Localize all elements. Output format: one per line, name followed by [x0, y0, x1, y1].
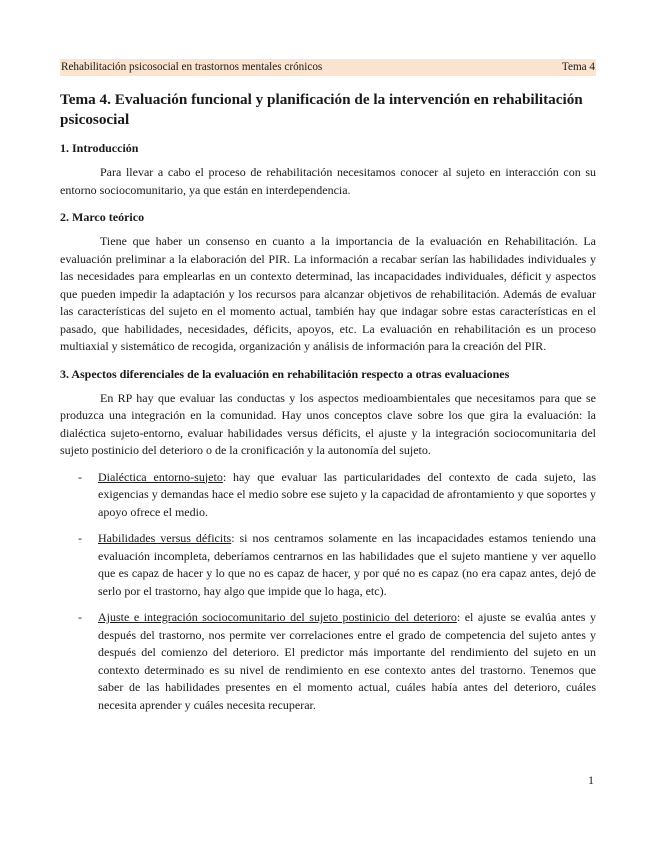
- list-item: [60, 530, 596, 600]
- bullet-term: Dialéctica entorno-sujeto: [98, 469, 223, 484]
- bullet-text: : hay que evaluar las particularidades del contexto de cada sujeto, las exigencias y demandas hace el medio sobre ese sujeto y la capacidad de afrontamiento y que soportes y apoyo ofrece el medio.: [98, 469, 596, 519]
- concept-list: [60, 469, 596, 715]
- bullet-text: : el ajuste se evalúa antes y después del trastorno, nos permite ver correlaciones entre el grado de competencia del sujeto antes y después del comienzo del deterioro. El predictor más importante del rendimiento del sujeto en un contexto determinado es su nivel de rendimiento en ese contexto antes del trastorno. Tenemos que saber de las habilidades presentes en el momento actual, cuáles había antes del deterioro, cuáles necesita aprender y cuáles necesita recuperar.: [98, 610, 597, 712]
- bullet-term: Habilidades versus déficits: [98, 531, 232, 545]
- bullet-dash: -: [78, 469, 82, 484]
- bullet-dash: -: [78, 610, 82, 624]
- section-paragraph-aspectos-diferenciales: En RP hay que evaluar las conductas y los aspectos medioambientales que necesitamos para que se produzca una integración en la comunidad. Hay unos conceptos clave sobre los que gira la evaluación: la dialéctica sujeto-entorno, evaluar habilidades versus déficits, el ajuste y la integración sociocomunitaria del sujeto postinicio del deterioro o de la cronificación y la autonomía del sujeto.: [60, 390, 596, 457]
- list-item: [60, 609, 596, 714]
- section-paragraph-introduction: Para llevar a cabo el proceso de rehabilitación necesitamos conocer al sujeto en interacción con su entorno sociocomunitario, ya que están en interdependencia.: [60, 165, 596, 197]
- list-item: [60, 469, 596, 522]
- header-course-title: Rehabilitación psicosocial en trastornos mentales crónicos: [61, 61, 323, 73]
- running-header: [60, 59, 596, 76]
- document-body: [60, 90, 596, 723]
- section-paragraph-marco-teorico: Tiene que haber un consenso en cuanto a la importancia de la evaluación en Rehabilitación. La evaluación preliminar a la elaboración del PIR. La información a recabar serían las habilidades individuales y las necesidades para emplearlas en un contexto determinad, las incapacidades individuales, déficit y aspectos que pueden impedir la adaptación y los recursos para alcanzar objetivos de rehabilitación. Además de evaluar las características del sujeto en el momento actual, también hay que indagar sobre estas características en el pasado, que habilidades, necesidades, déficits, apoyos, etc. La evaluación en rehabilitación es un proceso multiaxial y sistemático de recogida, organización y análisis de información para la creación del PIR.: [60, 234, 596, 353]
- page-number: 1: [588, 773, 594, 787]
- section-heading-marco-teorico: 2. Marco teórico: [60, 210, 145, 224]
- section-heading-introduction: 1. Introducción: [60, 141, 139, 155]
- section-heading-aspectos-diferenciales: 3. Aspectos diferenciales de la evaluación en rehabilitación respecto a otras evaluaciones: [60, 366, 510, 381]
- document-title: Tema 4. Evaluación funcional y planificación de la intervención en rehabilitación psicosocial: [60, 91, 583, 128]
- bullet-term: Ajuste e integración sociocomunitario del sujeto postinicio del deterioro: [98, 610, 457, 624]
- bullet-dash: -: [78, 531, 82, 545]
- bullet-text: : si nos centramos solamente en las incapacidades estamos teniendo una evaluación incompleta, deberíamos centrarnos en las habilidades que el sujeto mantiene y ver aquello que es capaz de hacer y lo que no es capaz de hacer, y por qué no es capaz (no era capaz antes, dejó de serlo por el trastorno, hay algo que impide que lo haga, etc).: [98, 531, 596, 598]
- header-topic-label: Tema 4: [561, 61, 595, 73]
